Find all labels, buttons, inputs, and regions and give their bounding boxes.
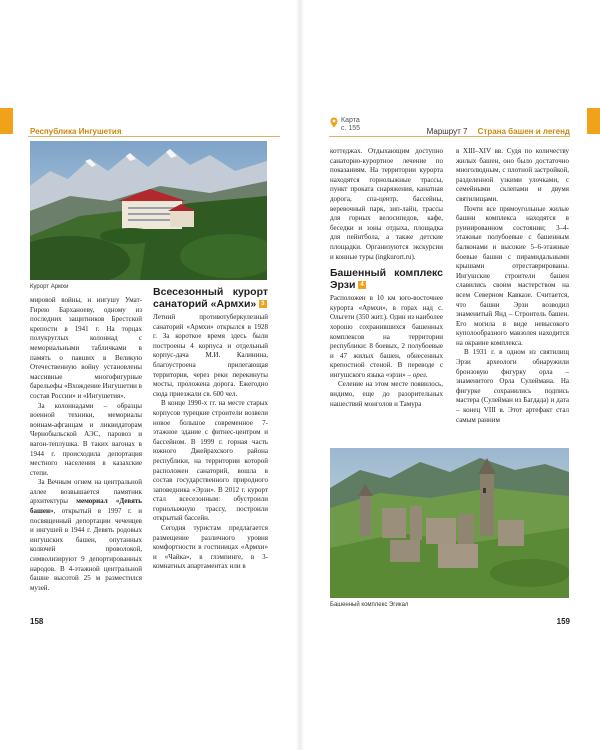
paragraph: За колоннадами – образцы военной техники, мемориалы воинам-афганцам и ликвидаторам Чернобыльской АЭС, паровоз и вагон-теплушка. В таких вагонах в 1944 г. происходила депортация местного населения в казахские степи.	[30, 401, 142, 477]
map-page: с. 155	[341, 125, 361, 132]
paragraph: мировой войны, и ингушу Умат-Гирею Барханоеву, одному из последних защитников Брестской крепости в 1941 г. На торцах полукруглых колоннад с мемориальными табличками в память о павших в Великую Отечественную войну установлены массивные многофигурные барельефы «Вхождение Ингушетии в состав России» и «Ингушетия».	[30, 296, 142, 400]
left-section-tab	[0, 108, 13, 134]
map-reference	[330, 117, 360, 133]
paragraph: Сегодня туристам предлагается размещение различного уровня комфортности в гостиницах «Армхи» и «Чайка», в глэмпинге, в 3-комнатных апартаментах или в	[153, 524, 268, 571]
map-label: Карта	[341, 117, 360, 124]
left-column-1	[30, 296, 142, 593]
right-column-1	[330, 147, 443, 409]
section-heading-armkhi: Всесезонный курорт санаторий «Армхи» 3	[153, 286, 268, 310]
map-pin-icon	[330, 117, 338, 128]
section-badge: 4	[360, 281, 364, 288]
right-column-2	[456, 147, 569, 425]
paragraph: Селение на этом месте появилось, видимо, еще до разорительных нашествий монголов и Тамура	[330, 380, 443, 408]
nine-towers-memorial: мемориал «Девять башен»	[30, 497, 142, 516]
paragraph: в XIII–XIV вв. Судя по количеству жилых башен, оно было достаточно многолюдным, с плотной застройкой, разделенной узкими улочками, с семейными склепами и двумя святилищами.	[456, 147, 569, 203]
gutter	[296, 0, 304, 750]
left-header-rule	[28, 136, 280, 137]
resort-photo-caption: Курорт Армхи	[30, 284, 69, 290]
section-badge: 3	[261, 300, 265, 307]
paragraph: Расположен в 10 км юго-восточнее курорта «Армхи», в горах над с. Ольгети (350 жит.). Один из наиболее хорошо сохранившихся башенных комплексов на территории республики: 8 боевых, 2 полубоевые и 47 жилых башен, обнесенных крепостной стеной. В переводе с ингушского языка «эрзи» – орел.	[330, 294, 443, 379]
paragraph: Почти все прямоугольные жилые башни комплекса находятся в руинированном состоянии; 3–4-этажные полубоевые с башенным балконами и высокие 5–6-этажные боевые башни с пирамидальными крышами отреставрированы. Ингушские строители башен славились своим мастерством на всем Северном Кавказе. Считается, что башни Эрзи возводил знаменитый Янд – Строитель башен. Его могила в виде невысокого куполообразного мавзолея находится на окраине комплекса.	[456, 204, 569, 347]
left-running-title: Республика Ингушетия	[30, 127, 122, 136]
right-section-tab	[587, 108, 600, 134]
route-title: Страна башен и легенд	[477, 127, 570, 136]
paragraph: коттеджах. Отдыхающим доступно санаторно-курортное лечение по показаниям. На территории курорта находятся горнолыжные трассы, пункт проката снаряжения, канатная дорога, спа-центр, бассейны, веревочный парк, зип-лайн, трассы для горных велосипедов, кафе, беседки и зоны отдыха, площадка для пейнтбола, а также детские площадки. Организуются экскурсии и конные туры (ingkurort.ru).	[330, 147, 443, 261]
paragraph: За Вечным огнем на центральной аллее возвышается памятник архитектуры мемориал «Девять башен», открытый в 1997 г. и посвященный депортации чеченцев и ингушей в 1944 г. Девять родовых ингушских башен, опутанных колючей проволокой, символизируют 9 депортированных народов. В 4-этажной центральной башне высотой 25 м разместился музей.	[30, 478, 142, 592]
section-heading-erzi: Башенный комплекс Эрзи 4	[330, 267, 443, 291]
paragraph: Летний противотуберкулезный санаторий «Армхи» открылся в 1928 г. За короткое время здесь были построены 4 корпуса и отдельный корпус-дача М.И. Калинина, благоустроена прилегающая территория, через реки перекинуты мосты, проложена дорога. Ежегодно сюда приезжали св. 600 чел.	[153, 313, 268, 398]
route-number: Маршрут 7	[426, 127, 468, 136]
right-running-title	[427, 127, 570, 136]
resort-photo	[30, 141, 267, 280]
right-header-rule	[329, 136, 570, 137]
left-page-number: 158	[30, 617, 44, 626]
paragraph: В конце 1990-х гг. на месте старых корпусов турецкие строители возвели новое большое современное 7-этажное здание с фитнес-центром и бассейном. В 1999 г. горная часть южного Джейрахского района республики, на территории которой расположен санаторий, вошла в состав государственного природного заповедника «Эрзи». В 2012 г. курорт стал всесезонным: обустроили горнолыжную трассу, построили открытый бассейн.	[153, 399, 268, 523]
tower-complex-photo	[330, 448, 569, 598]
right-page-number: 159	[556, 617, 570, 626]
tower-photo-caption: Башенный комплекс Эгикал	[330, 602, 409, 608]
paragraph: В 1931 г. в одном из святилищ Эрзи археологи обнаружили бронзовую фигурку орла – знаменитого Орла Сулеймана. На фигурке сохранились подпись мастера (Сулейман из Багдада) и дата – конец VIII в. Этот артефакт стал самым ранним	[456, 348, 569, 424]
left-column-2	[153, 287, 268, 572]
